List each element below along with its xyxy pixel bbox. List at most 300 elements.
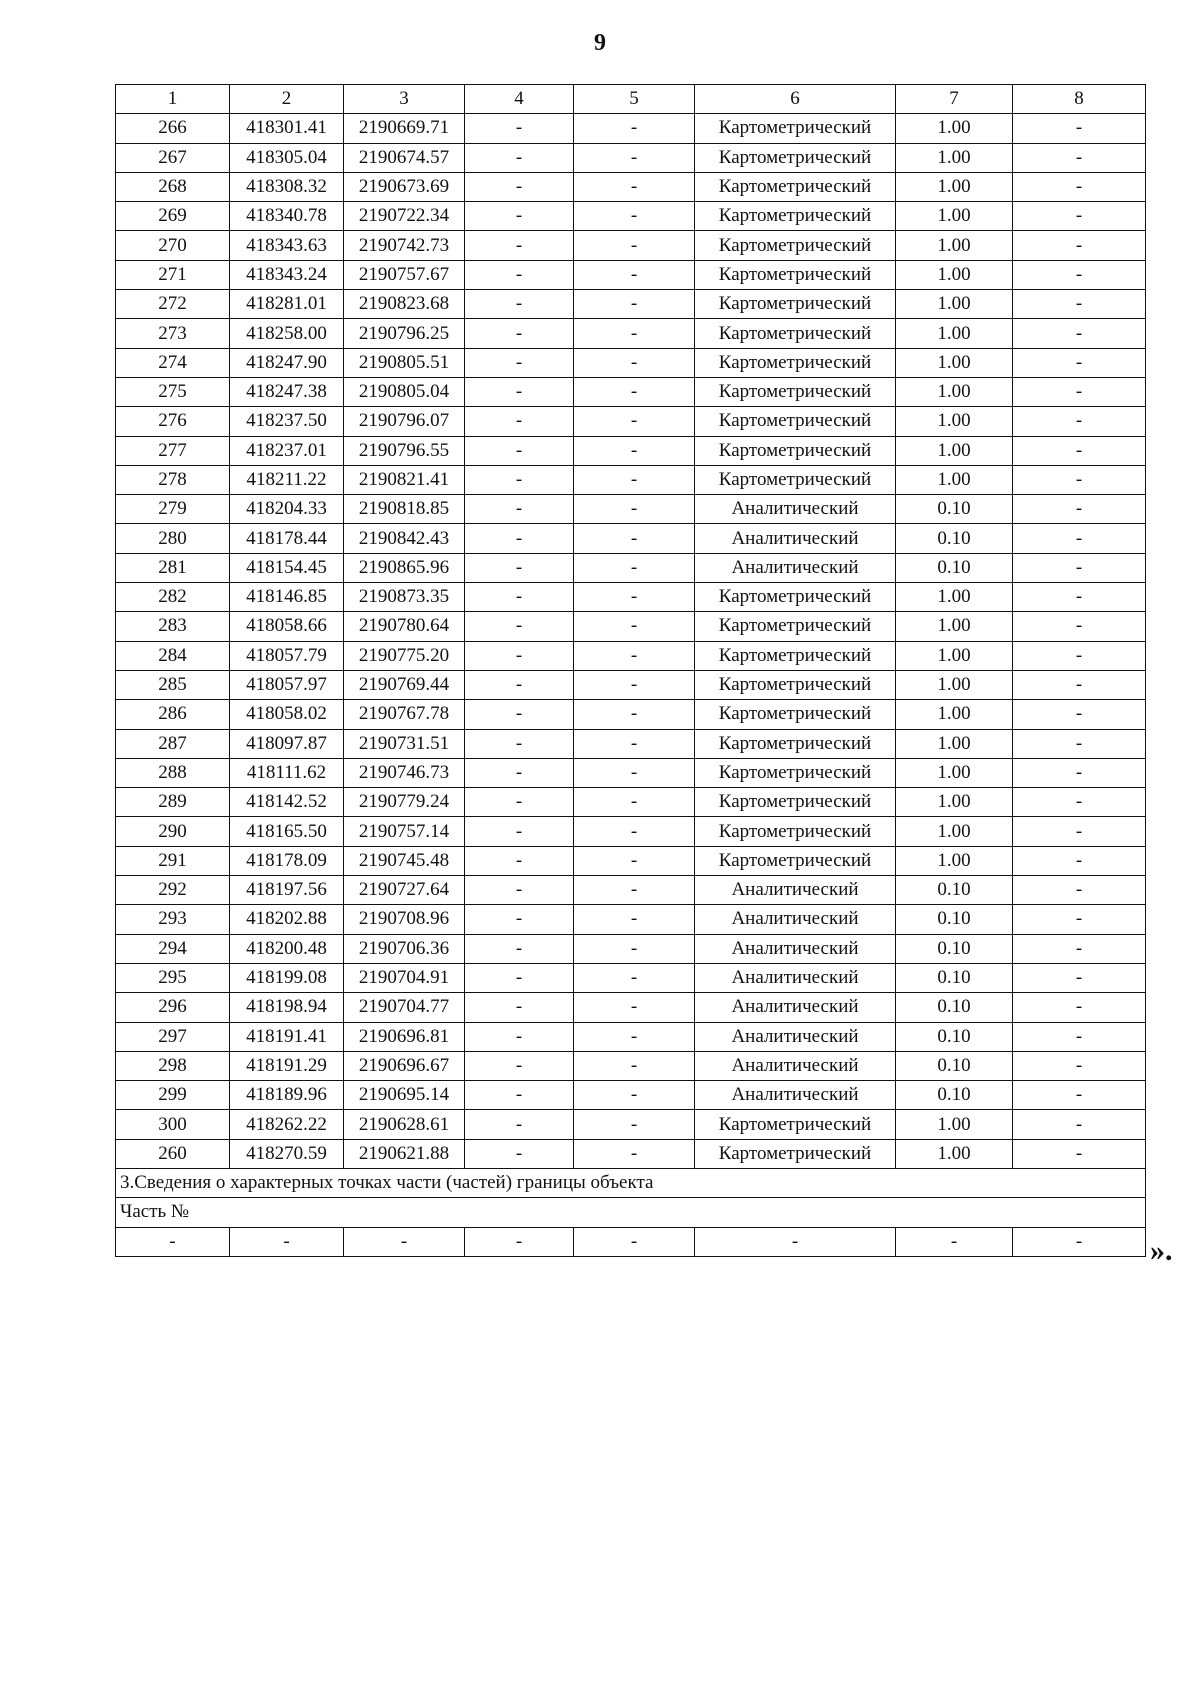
closing-quote: ». <box>1150 1234 1173 1267</box>
table-cell: 0.10 <box>896 905 1013 934</box>
table-cell: 2190745.48 <box>344 846 465 875</box>
table-cell: - <box>574 1227 695 1256</box>
table-cell: - <box>465 788 574 817</box>
table-row <box>116 465 1146 494</box>
table-cell: Аналитический <box>695 993 896 1022</box>
table-cell: - <box>1013 377 1146 406</box>
table-cell: 281 <box>116 553 230 582</box>
column-header: 3 <box>344 85 465 114</box>
table-cell: Картометрический <box>695 1139 896 1168</box>
table-cell: 1.00 <box>896 583 1013 612</box>
table-cell: - <box>574 348 695 377</box>
table-row <box>116 377 1146 406</box>
table-cell: 2190628.61 <box>344 1110 465 1139</box>
table-cell: 275 <box>116 377 230 406</box>
table-cell: 0.10 <box>896 1051 1013 1080</box>
table-cell: Картометрический <box>695 377 896 406</box>
table-cell: 418247.38 <box>230 377 344 406</box>
table-cell: - <box>1013 465 1146 494</box>
table-cell: - <box>1013 1227 1146 1256</box>
table-row <box>116 290 1146 319</box>
table-cell: 290 <box>116 817 230 846</box>
table-cell: 1.00 <box>896 202 1013 231</box>
table-cell: 2190708.96 <box>344 905 465 934</box>
table-cell: Картометрический <box>695 788 896 817</box>
table-cell: - <box>465 524 574 553</box>
table-header-row <box>116 85 1146 114</box>
table-cell: 2190775.20 <box>344 641 465 670</box>
table-cell: 418281.01 <box>230 290 344 319</box>
table-row <box>116 641 1146 670</box>
table-cell: 1.00 <box>896 700 1013 729</box>
table-cell: 1.00 <box>896 114 1013 143</box>
table-cell: 418178.09 <box>230 846 344 875</box>
table-cell: 1.00 <box>896 758 1013 787</box>
table-cell: 2190673.69 <box>344 172 465 201</box>
table-row <box>116 583 1146 612</box>
table-cell: 418343.24 <box>230 260 344 289</box>
table-cell: Картометрический <box>695 319 896 348</box>
table-cell: Картометрический <box>695 817 896 846</box>
table-row <box>116 143 1146 172</box>
table-cell: - <box>1013 231 1146 260</box>
table-cell: - <box>574 1022 695 1051</box>
table-row <box>116 1022 1146 1051</box>
table-cell: 1.00 <box>896 670 1013 699</box>
table-cell: 2190767.78 <box>344 700 465 729</box>
table-cell: - <box>465 348 574 377</box>
table-cell: - <box>574 1051 695 1080</box>
table-cell: 2190805.51 <box>344 348 465 377</box>
table-cell: Аналитический <box>695 1051 896 1080</box>
table-cell: - <box>574 612 695 641</box>
table-cell: 1.00 <box>896 641 1013 670</box>
table-cell: - <box>465 817 574 846</box>
table-cell: - <box>574 817 695 846</box>
page-number: 9 <box>594 30 606 56</box>
table-cell: - <box>465 260 574 289</box>
table-cell: - <box>574 729 695 758</box>
table-cell: - <box>1013 260 1146 289</box>
table-cell: 288 <box>116 758 230 787</box>
table-cell: - <box>465 846 574 875</box>
table-cell: 2190722.34 <box>344 202 465 231</box>
table-cell: Картометрический <box>695 202 896 231</box>
table-cell: 2190873.35 <box>344 583 465 612</box>
table-cell: 418189.96 <box>230 1081 344 1110</box>
table-cell: 2190746.73 <box>344 758 465 787</box>
table-cell: 283 <box>116 612 230 641</box>
table-cell: - <box>1013 172 1146 201</box>
table-cell: 2190742.73 <box>344 231 465 260</box>
table-cell: - <box>465 993 574 1022</box>
table-cell: - <box>574 993 695 1022</box>
table-cell: 418200.48 <box>230 934 344 963</box>
table-cell: 0.10 <box>896 963 1013 992</box>
table-cell: Аналитический <box>695 934 896 963</box>
table-cell: 2190706.36 <box>344 934 465 963</box>
table-cell: 418057.79 <box>230 641 344 670</box>
table-cell: Картометрический <box>695 700 896 729</box>
table-cell: - <box>465 758 574 787</box>
column-header: 6 <box>695 85 896 114</box>
table-cell: - <box>465 1022 574 1051</box>
table-row <box>116 963 1146 992</box>
table-cell: - <box>1013 1081 1146 1110</box>
table-cell: 418198.94 <box>230 993 344 1022</box>
table-cell: - <box>465 670 574 699</box>
table-cell: Картометрический <box>695 612 896 641</box>
table-cell: - <box>1013 876 1146 905</box>
table-cell: 1.00 <box>896 1110 1013 1139</box>
table-cell: 2190696.67 <box>344 1051 465 1080</box>
table-cell: - <box>465 377 574 406</box>
table-cell: 2190823.68 <box>344 290 465 319</box>
table-cell: 286 <box>116 700 230 729</box>
table-row <box>116 846 1146 875</box>
table-cell: Картометрический <box>695 583 896 612</box>
table-cell: Картометрический <box>695 758 896 787</box>
table-cell: 270 <box>116 231 230 260</box>
coordinates-table <box>115 84 1146 1257</box>
table-cell: - <box>344 1227 465 1256</box>
table-cell: - <box>1013 905 1146 934</box>
table-cell: - <box>574 495 695 524</box>
table-cell: - <box>1013 524 1146 553</box>
table-cell: 0.10 <box>896 553 1013 582</box>
table-cell: 1.00 <box>896 729 1013 758</box>
table-cell: Картометрический <box>695 670 896 699</box>
table-cell: 418340.78 <box>230 202 344 231</box>
table-cell: Аналитический <box>695 1081 896 1110</box>
table-cell: 418237.01 <box>230 436 344 465</box>
table-cell: Картометрический <box>695 641 896 670</box>
table-cell: 0.10 <box>896 495 1013 524</box>
table-cell: 2190674.57 <box>344 143 465 172</box>
table-cell: 418191.29 <box>230 1051 344 1080</box>
table-cell: 2190696.81 <box>344 1022 465 1051</box>
table-cell: 2190704.77 <box>344 993 465 1022</box>
table-cell: - <box>1013 993 1146 1022</box>
table-cell: 268 <box>116 172 230 201</box>
table-cell: 2190796.25 <box>344 319 465 348</box>
table-cell: - <box>116 1227 230 1256</box>
column-header: 8 <box>1013 85 1146 114</box>
table-cell: - <box>574 583 695 612</box>
table-cell: - <box>230 1227 344 1256</box>
table-cell: - <box>465 319 574 348</box>
table-cell: - <box>574 905 695 934</box>
table-cell: Картометрический <box>695 729 896 758</box>
table-cell: - <box>1013 407 1146 436</box>
table-cell: - <box>465 700 574 729</box>
column-header: 7 <box>896 85 1013 114</box>
table-cell: Картометрический <box>695 114 896 143</box>
table-cell: - <box>574 876 695 905</box>
table-cell: 418146.85 <box>230 583 344 612</box>
table-row <box>116 407 1146 436</box>
table-cell: 418197.56 <box>230 876 344 905</box>
table-row <box>116 1081 1146 1110</box>
table-cell: 418178.44 <box>230 524 344 553</box>
table-cell: - <box>1013 114 1146 143</box>
table-cell: 2190731.51 <box>344 729 465 758</box>
table-cell: - <box>465 172 574 201</box>
table-cell: 2190704.91 <box>344 963 465 992</box>
coordinates-table-container <box>115 84 1145 1257</box>
table-cell: - <box>465 553 574 582</box>
table-cell: 274 <box>116 348 230 377</box>
table-cell: Аналитический <box>695 1022 896 1051</box>
table-cell: - <box>574 172 695 201</box>
table-cell: - <box>465 465 574 494</box>
table-cell: - <box>1013 583 1146 612</box>
part-label: Часть № <box>116 1198 1146 1227</box>
table-cell: - <box>465 583 574 612</box>
table-cell: 266 <box>116 114 230 143</box>
table-cell: - <box>574 788 695 817</box>
table-cell: Картометрический <box>695 231 896 260</box>
table-cell: 418262.22 <box>230 1110 344 1139</box>
table-cell: Картометрический <box>695 846 896 875</box>
column-header: 2 <box>230 85 344 114</box>
table-cell: - <box>1013 1139 1146 1168</box>
table-cell: - <box>1013 846 1146 875</box>
table-cell: - <box>465 407 574 436</box>
table-cell: 1.00 <box>896 465 1013 494</box>
table-cell: 269 <box>116 202 230 231</box>
table-cell: Аналитический <box>695 876 896 905</box>
table-cell: - <box>574 114 695 143</box>
table-cell: - <box>1013 641 1146 670</box>
table-cell: 418301.41 <box>230 114 344 143</box>
table-cell: - <box>465 231 574 260</box>
table-row <box>116 436 1146 465</box>
table-cell: Картометрический <box>695 290 896 319</box>
table-row <box>116 231 1146 260</box>
table-cell: Аналитический <box>695 495 896 524</box>
table-footer-section <box>116 1168 1146 1256</box>
table-cell: 279 <box>116 495 230 524</box>
table-cell: Картометрический <box>695 407 896 436</box>
table-cell: 1.00 <box>896 319 1013 348</box>
table-cell: - <box>1013 670 1146 699</box>
table-row <box>116 758 1146 787</box>
table-cell: 289 <box>116 788 230 817</box>
table-cell: - <box>1013 495 1146 524</box>
table-cell: - <box>574 641 695 670</box>
table-cell: 280 <box>116 524 230 553</box>
table-cell: 2190757.67 <box>344 260 465 289</box>
table-cell: - <box>465 290 574 319</box>
table-row <box>116 348 1146 377</box>
table-cell: 2190669.71 <box>344 114 465 143</box>
table-cell: - <box>574 670 695 699</box>
table-cell: 0.10 <box>896 934 1013 963</box>
table-cell: - <box>465 963 574 992</box>
table-cell: 1.00 <box>896 846 1013 875</box>
table-body <box>116 114 1146 1169</box>
table-row <box>116 905 1146 934</box>
table-row <box>116 993 1146 1022</box>
table-cell: - <box>1013 1051 1146 1080</box>
table-cell: - <box>465 934 574 963</box>
table-cell: - <box>1013 290 1146 319</box>
table-cell: - <box>1013 436 1146 465</box>
table-cell: 0.10 <box>896 1022 1013 1051</box>
section-title: 3.Сведения о характерных точках части (частей) границы объекта <box>116 1168 1146 1197</box>
table-cell: 297 <box>116 1022 230 1051</box>
table-cell: - <box>574 934 695 963</box>
table-cell: Картометрический <box>695 143 896 172</box>
table-row <box>116 612 1146 641</box>
table-cell: - <box>465 143 574 172</box>
table-cell: Картометрический <box>695 465 896 494</box>
table-row <box>116 1110 1146 1139</box>
table-row <box>116 260 1146 289</box>
table-cell: - <box>1013 758 1146 787</box>
column-header: 1 <box>116 85 230 114</box>
table-cell: 418058.02 <box>230 700 344 729</box>
table-cell: - <box>1013 1110 1146 1139</box>
table-cell: - <box>574 700 695 729</box>
table-cell: Аналитический <box>695 905 896 934</box>
table-cell: - <box>574 436 695 465</box>
table-cell: 1.00 <box>896 143 1013 172</box>
table-cell: - <box>574 846 695 875</box>
table-cell: - <box>574 407 695 436</box>
table-cell: 300 <box>116 1110 230 1139</box>
table-cell: 418237.50 <box>230 407 344 436</box>
table-row <box>116 172 1146 201</box>
table-cell: 2190727.64 <box>344 876 465 905</box>
table-cell: 299 <box>116 1081 230 1110</box>
table-row <box>116 495 1146 524</box>
table-row <box>116 1139 1146 1168</box>
table-cell: 294 <box>116 934 230 963</box>
table-cell: Картометрический <box>695 436 896 465</box>
table-cell: Аналитический <box>695 553 896 582</box>
table-row <box>116 934 1146 963</box>
table-cell: 2190695.14 <box>344 1081 465 1110</box>
table-cell: Картометрический <box>695 172 896 201</box>
table-cell: - <box>695 1227 896 1256</box>
table-cell: 418305.04 <box>230 143 344 172</box>
table-cell: 418258.00 <box>230 319 344 348</box>
table-cell: Картометрический <box>695 260 896 289</box>
table-cell: - <box>574 758 695 787</box>
table-cell: 0.10 <box>896 876 1013 905</box>
table-cell: 1.00 <box>896 231 1013 260</box>
table-cell: - <box>465 1051 574 1080</box>
part-label-row <box>116 1198 1146 1227</box>
table-cell: 418204.33 <box>230 495 344 524</box>
table-cell: - <box>574 524 695 553</box>
table-row <box>116 817 1146 846</box>
table-row <box>116 553 1146 582</box>
table-cell: 2190842.43 <box>344 524 465 553</box>
table-cell: - <box>465 1139 574 1168</box>
table-cell: - <box>574 202 695 231</box>
table-cell: 1.00 <box>896 290 1013 319</box>
column-header: 5 <box>574 85 695 114</box>
table-cell: 418142.52 <box>230 788 344 817</box>
table-cell: 1.00 <box>896 436 1013 465</box>
table-cell: 0.10 <box>896 524 1013 553</box>
table-cell: - <box>574 553 695 582</box>
table-cell: 2190805.04 <box>344 377 465 406</box>
table-cell: - <box>465 1081 574 1110</box>
table-cell: Картометрический <box>695 1110 896 1139</box>
table-cell: - <box>1013 612 1146 641</box>
table-cell: 418058.66 <box>230 612 344 641</box>
section-title-row <box>116 1168 1146 1197</box>
table-cell: - <box>1013 788 1146 817</box>
table-cell: 291 <box>116 846 230 875</box>
part-data-row <box>116 1227 1146 1256</box>
table-cell: - <box>1013 963 1146 992</box>
table-cell: 418191.41 <box>230 1022 344 1051</box>
table-cell: - <box>465 436 574 465</box>
table-cell: 1.00 <box>896 1139 1013 1168</box>
table-cell: - <box>465 876 574 905</box>
table-cell: 1.00 <box>896 172 1013 201</box>
table-cell: 1.00 <box>896 260 1013 289</box>
table-cell: 293 <box>116 905 230 934</box>
table-cell: 292 <box>116 876 230 905</box>
table-cell: 2190769.44 <box>344 670 465 699</box>
table-cell: - <box>1013 553 1146 582</box>
table-cell: - <box>574 1139 695 1168</box>
table-cell: - <box>465 1110 574 1139</box>
table-cell: 273 <box>116 319 230 348</box>
table-cell: 418308.32 <box>230 172 344 201</box>
table-cell: 418202.88 <box>230 905 344 934</box>
table-cell: - <box>465 641 574 670</box>
table-cell: 282 <box>116 583 230 612</box>
table-cell: Аналитический <box>695 963 896 992</box>
table-cell: 1.00 <box>896 377 1013 406</box>
table-row <box>116 524 1146 553</box>
table-cell: 267 <box>116 143 230 172</box>
table-cell: 296 <box>116 993 230 1022</box>
table-cell: - <box>1013 143 1146 172</box>
table-cell: 2190779.24 <box>344 788 465 817</box>
table-cell: 284 <box>116 641 230 670</box>
table-cell: - <box>465 905 574 934</box>
table-cell: - <box>574 260 695 289</box>
table-cell: - <box>465 114 574 143</box>
table-cell: 295 <box>116 963 230 992</box>
table-row <box>116 114 1146 143</box>
column-header: 4 <box>465 85 574 114</box>
table-cell: 298 <box>116 1051 230 1080</box>
table-cell: - <box>1013 319 1146 348</box>
table-cell: 287 <box>116 729 230 758</box>
table-cell: - <box>574 963 695 992</box>
table-cell: - <box>465 612 574 641</box>
table-cell: 278 <box>116 465 230 494</box>
table-cell: - <box>574 377 695 406</box>
table-cell: 2190780.64 <box>344 612 465 641</box>
table-cell: Картометрический <box>695 348 896 377</box>
table-cell: 418111.62 <box>230 758 344 787</box>
table-row <box>116 670 1146 699</box>
table-row <box>116 788 1146 817</box>
table-cell: - <box>1013 202 1146 231</box>
table-cell: - <box>1013 934 1146 963</box>
table-cell: 276 <box>116 407 230 436</box>
